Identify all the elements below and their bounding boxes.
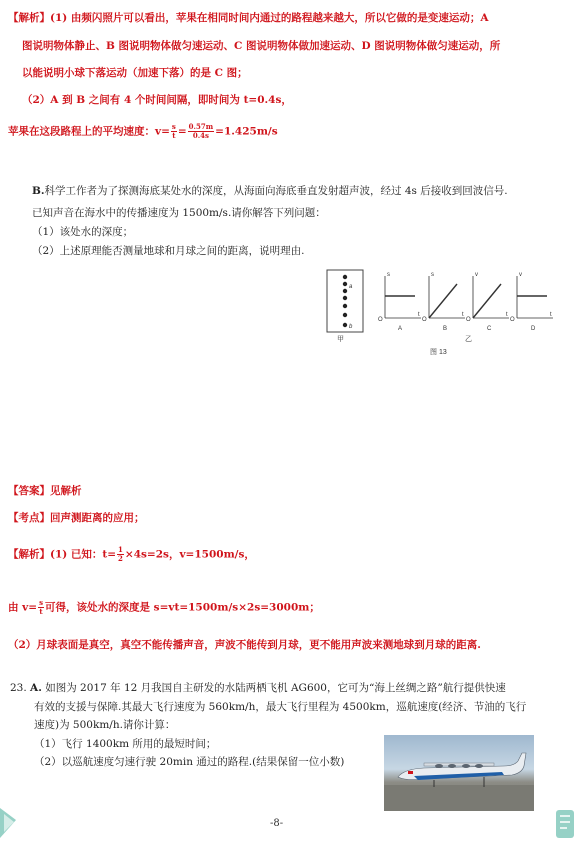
speed-formula-fraction: [171, 123, 177, 140]
graph-c: [473, 276, 509, 318]
equals-sign: =: [177, 125, 187, 138]
graph-a-y-label: s: [387, 272, 390, 278]
engine: [448, 764, 456, 768]
analysis1-line1: 【解析】(1) 由频闪照片可以看出，苹果在相同时间内通过的路程越来越大，所以它做的是变速运动；A: [8, 12, 489, 24]
graph-d-y-label: v: [519, 272, 522, 278]
question-b-text: 科学工作者为了探测海底某处水的深度，从海面向海底垂直发射超声波，经过 4s 后接收到回波信号.: [44, 185, 508, 197]
question-23-text: 如图为 2017 年 12 月我国自主研发的水陆两栖飞机 AG600，它可为“海上丝绸之路”航行提供快速: [45, 682, 506, 694]
avg-speed-prefix: 苹果在这段路程上的平均速度：v=: [8, 125, 170, 138]
point-b-label: b: [349, 324, 353, 330]
graph-a-label: A: [398, 326, 403, 332]
graph-a: [385, 276, 421, 318]
graph-b-x-label: t: [462, 312, 464, 318]
engine: [462, 764, 470, 768]
fraction-denominator: t: [172, 131, 176, 140]
question-23-line1: [10, 681, 506, 695]
strobe-dots: [343, 275, 347, 327]
question-b-line2: 已知声音在海水中的传播速度为 1500m/s.请你解答下列问题：: [32, 207, 326, 219]
graph-b-origin: O: [422, 317, 427, 323]
plane-wing: [424, 763, 494, 766]
strobe-dot: [343, 323, 347, 327]
graph-a-x-label: t: [418, 312, 420, 318]
fraction-denominator: t: [39, 607, 43, 616]
plane-illustration: [384, 735, 534, 811]
graph-line: [473, 284, 501, 318]
graph-d-x-label: t: [550, 312, 552, 318]
question-b-item2: （2）上述原理能否测量地球和月球之间的距离，说明理由.: [32, 245, 305, 257]
analysis2-part2: （2）月球表面是真空，真空不能传播声音，声波不能传到月球，更不能用声波来测地球到月球的距离.: [8, 639, 481, 651]
strobe-dot: [343, 304, 347, 308]
strobe-dot: [343, 313, 347, 317]
flag-mark: [408, 771, 413, 774]
analysis1-line2: 图说明物体静止、B 图说明物体做匀速运动、C 图说明物体做加速运动、D 图说明物体做匀速运动，所: [22, 40, 501, 52]
strobe-dot: [343, 289, 347, 293]
page-number: -8-: [270, 818, 284, 829]
question-23-item1: （1）飞行 1400km 所用的最短时间；: [34, 738, 217, 750]
formula-prefix: 由 v=: [8, 601, 38, 614]
analysis1-line3: 以能说明小球下落运动（加速下落）的是 C 图；: [22, 67, 248, 79]
fraction-numerator: s: [39, 598, 44, 607]
strobe-dot: [343, 282, 347, 286]
strobe-dot: [343, 296, 347, 300]
graph-b-y-label: s: [431, 272, 434, 278]
question-23-line3: 速度)为 500km/h.请你计算：: [34, 719, 176, 731]
analysis1-line5: [8, 123, 278, 140]
label-yi: 乙: [465, 336, 472, 343]
fraction-numerator: 1: [118, 545, 123, 554]
question-b-item1: （1）该处水的深度；: [32, 226, 134, 238]
question-b-line1: [32, 184, 508, 198]
engine: [475, 764, 483, 768]
engine: [435, 764, 443, 768]
strobe-dot: [343, 275, 347, 279]
runway: [384, 785, 534, 811]
formula-fraction: [38, 599, 44, 616]
knowledge-point: 【考点】回声测距离的应用；: [8, 512, 145, 524]
fraction-numerator: s: [171, 122, 176, 131]
graph-c-label: C: [487, 326, 492, 332]
question-23-marker: A.: [30, 682, 42, 694]
analysis2-formula: [8, 599, 320, 616]
analysis2-suffix: ×4s=2s，v=1500m/s，: [124, 548, 255, 561]
analysis2-line1: [8, 546, 255, 563]
corner-decoration-right: [552, 800, 574, 847]
figure-13: [325, 268, 555, 363]
half-fraction: [117, 546, 124, 563]
figure-caption: 图 13: [430, 349, 447, 356]
graph-b-label: B: [443, 326, 448, 332]
graph-a-origin: O: [378, 317, 383, 323]
graph-b: [429, 276, 465, 318]
graph-line: [429, 284, 457, 318]
analysis1-line4: （2）A 到 B 之间有 4 个时间间隔，即时间为 t=0.4s，: [22, 94, 292, 106]
speed-value-fraction: [188, 123, 214, 140]
graph-d-label: D: [531, 326, 536, 332]
strobe-photo-frame: [327, 270, 363, 332]
question-23-item2: （2）以巡航速度匀速行驶 20min 通过的路程.(结果保留一位小数): [34, 756, 345, 768]
graph-c-origin: O: [466, 317, 471, 323]
graph-c-y-label: v: [475, 272, 478, 278]
avg-speed-result: =1.425m/s: [215, 125, 278, 138]
corner-decoration-left: [0, 800, 24, 847]
question-number: 23.: [10, 682, 27, 694]
graph-c-x-label: t: [506, 312, 508, 318]
corner-shape: [556, 810, 574, 838]
analysis2-prefix: 【解析】(1) 已知：t=: [8, 548, 117, 561]
point-a-label: a: [349, 284, 353, 290]
fraction-denominator: 0.4s: [192, 131, 209, 140]
formula-suffix: 可得，该处水的深度是 s=vt=1500m/s×2s=3000m；: [45, 601, 320, 614]
fraction-denominator: 2: [118, 554, 123, 563]
question-b-marker: B.: [32, 185, 45, 197]
fraction-numerator: 0.57m: [188, 122, 214, 131]
ag600-plane-photo: [384, 735, 534, 811]
graph-d-origin: O: [510, 317, 515, 323]
answer-label: 【答案】见解析: [8, 485, 82, 497]
graph-d: [517, 276, 553, 318]
question-23-line2: 有效的支援与保障.其最大飞行速度为 560km/h，最大飞行里程为 4500km，巡航速度(经济、节油的飞行: [34, 701, 527, 713]
label-jia: 甲: [337, 336, 344, 343]
